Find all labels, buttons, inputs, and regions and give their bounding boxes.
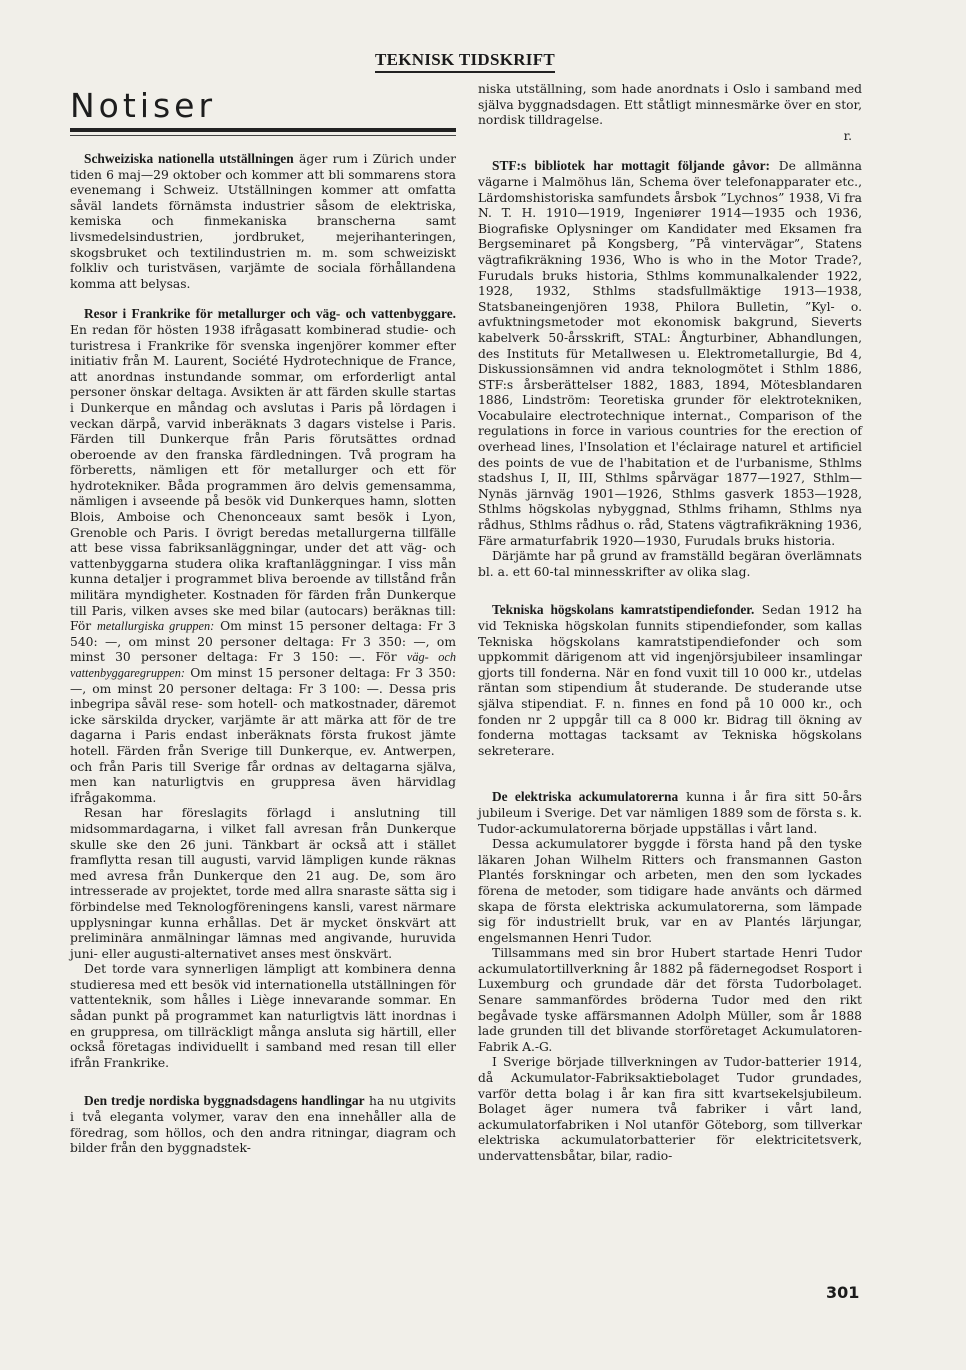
article-signature: r.	[843, 128, 852, 143]
article-paragraph: Därjämte har på grund av framställd begäran överlämnats bl. a. ett 60-tal minnesskrifter av olika slag.	[478, 549, 862, 579]
article-heading: Den tredje nordiska byggnadsdagens handlingar	[84, 1093, 365, 1109]
article-paragraph: Resan har föreslagits förlagd i anslutning till midsommardagarna, i vilket fall avresan från Dunkerque skulle ske den 26 juni. Tänkbart är också att i stället framflytta resan till augusti, varvid lämpligen kunde räknas med avresa från Dunkerque den 21 aug. De, som äro intresserade av projektet, torde med allra snaraste sätta sig i förbindelse med Teknologföreningens kansli, varest närmare upplysningar kunna erhållas. Det är mycket önskvärt att preliminära anmälningar lämnas med angivande, huruvida juni- eller augusti-alternativet anses mest önskvärt.	[70, 806, 456, 961]
left-column	[70, 151, 456, 1157]
article-text: niska utställning, som hade anordnats i Oslo i samband med själva byggnadsdagen. Ett ståtligt minnesmärke över en stor, nordisk tilldragelse.	[478, 82, 862, 128]
article-text: En redan för hösten 1938 ifrågasatt kombinerad studie- och turistresa i Frankrike för svenska ingenjörer kommer efter initiativ från M. Laurent, Société Hydrotechnique de France, att anordnas instundande sommar, om erforderligt antal personer önskar deltaga. Avsikten är att färden skulle startas i Dunkerque en måndag och avslutas i Paris på lördagen i veckan därpå, varvid inberäknats 3 dagars vistelse i Paris. Färden till Dunkerque från Paris förutsättes ordnad oberoende av den franska färdledningen. Två program ha förberetts, nämligen ett för metallurger och ett för hydrotekniker. Båda programmen äro delvis gemensamma, nämligen i avseende på besök vid Dunkerques hamn, slotten Blois, Amboise och Chenonceaux samt besök i Lyon, Grenoble och Paris. I övrigt beredas metallurgerna tillfälle att bese vissa fabriksanläggningar, under det att väg- och vattenbyggarna studera olika kraftanläggningar. I viss mån kunna detaljer i programmet bliva beroende av tillstånd från militära myndigheter. Kostnaden för färden från Dunkerque till Paris, vilken avses ske med bilar (autocars) beräknas till: För	[70, 322, 456, 634]
article-text: kunna i år fira sitt 50-års jubileum i Sverige. Det var nämligen 1889 som de första s. k. Tudor-ackumulatorerna började uppställas i vårt land.	[478, 790, 862, 836]
article-heading: STF:s bibliotek har mottagit följande gåvor:	[492, 158, 770, 174]
article-text: Sedan 1912 ha vid Tekniska högskolan funnits stipendiefonder, som kallas Tekniska högskolans kamratstipendiefonder och som uppkommit därigenom att vid ingenjörsjubileer insamlingar gjorts till fonderna. När en fond vuxit till 10 000 kr., utdelas räntan som stipendium åt studerande. De studerande utse själva stipendiat. F. n. finnes en fond på 10 000 kr., och fonden nr 2 uppgår till ca 8 000 kr. Bidrag till ökning av fonderna mottagas tacksamt av Tekniska högskolans sekreterare.	[478, 603, 862, 758]
article-nordic-building	[70, 1093, 456, 1156]
article-text: Om minst 15 personer deltaga: Fr 3 540: —, om minst 20 personer deltaga: Fr 3 350: —, om minst 30 personer deltaga: Fr 3 150: —. För	[70, 619, 456, 665]
section-thin-rule	[70, 135, 456, 136]
article-text: ha nu utgivits i två eleganta volymer, varav den ena innehåller alla de föredrag, som höllos, och den andra ritningar, diagram och bilder från den byggnadstek-	[70, 1094, 456, 1156]
section-heavy-rule	[70, 128, 456, 132]
article-text: De allmänna vägarne i Malmöhus län, Schema över telefonapparater etc., Lärdomshistoriska samfundets årsbok ”Lychnos” 1938, Vi fra N. T. H. 1910—1919, Ingeniører 1914—1935 och 1936, Biografiske Oplysninger om Kandidater med Eksamen fra Bergseminaret på Kongsberg, ”På vintervägar”, Statens vägtrafikräkning 1936, Who is who in the Motor Trade?, Furudals bruks historia, Sthlms kommunalkalender 1922, 1928, 1932, Sthlms stadsfullmäktige 1913—1938, Statsbaneingenjören 1938, Philora Bulletin, ”Kyl- o. avfuktningsmetoder mot ekonomisk bakgrund, Sieverts kabelverk 50-årsskrift, STAL: Ångturbiner, Abhandlungen, des Instituts für Metallwesen u. Elektrometallurgie, Bd 4, Diskussionsämnen vid andra teknologmötet i Sthlm 1886, STF:s årsberättelser 1882, 1883, 1894, Mötesblandaren 1886, Lindström: Teoretiska grunder för elektrotekniken, Vocabulaire electrotechnique internat., Comparison of the regulations in force in various countries for the erection of overhead lines, l'Insolation et l'éclairage naturel et artificiel des points de vue de l'habitation et de l'urbanisme, Sthlms stadshus I, II, III, Sthlms spårvägar 1877—1927, Sthlm—Nynäs järnväg 1901—1926, Sthlms gasverk 1853—1928, Sthlms högskolas nybyggnad, Sthlms frihamn, Sthlms nya rådhus, Sthlms rådhus o. råd, Statens vägtrafikräkning 1936, Färe armaturfabrik 1920—1930, Furudals bruks historia.	[478, 159, 862, 548]
article-text: Om minst 15 personer deltaga: Fr 3 350: —, om minst 20 personer deltaga: Fr 3 100: —. Dessa pris inbegripa såväl rese- som hotell- och matkostnader, däremot icke särskilda drycker, varjämte är att märka att för de tre dagarna i Paris endast inberäknats första frukost jämte hotell. Färden från Sverige till Dunkerque, ev. Antwerpen, och från Paris till Sverige får ordnas av deltagarna själva, men kan naturligtvis en gruppresa även härvidlag ifrågakomma.	[70, 666, 456, 805]
article-paragraph: Dessa ackumulatorer byggde i första hand på den tyske läkaren Johan Wilhelm Ritters och fransmannen Gaston Plantés forskningar och arbeten, men den som lyckades förena de metoder, som tidigare hade använts och därmed skapa de första elektriska ackumulatorerna, som lämpade sig för industriellt bruk, var en av Plantés lärjungar, engelsmannen Henri Tudor.	[478, 837, 862, 945]
article-paragraph: I Sverige började tillverkningen av Tudor-batterier 1914, då Ackumulator-Fabriksaktiebolaget Tudor grundades, varför detta bolag i år kan fira sitt kvartsekelsjubileum. Bolaget äger numera två fabriker i vårt land, ackumulatorfabriken i Nol utanför Göteborg, som tillverkar elektriska ackumulatorbatterier för elektricitetsverk, undervattensbåtar, bilar, radio-	[478, 1055, 862, 1163]
masthead-rule	[375, 71, 555, 73]
article-scholarship-funds	[478, 602, 862, 759]
article-paragraph: Det torde vara synnerligen lämpligt att kombinera denna studieresa med ett besök vid internationella utställningen för vattenteknik, som hålles i Liège innevarande sommar. En sådan punkt på programmet kan naturligtvis lätt inordnas i en gruppresa, om tillräckligt många ansluta sig härtill, eller också företagas individuellt i samband med resan till eller ifrån Frankrike.	[70, 962, 456, 1070]
article-heading: Resor i Frankrike för metallurger och väg- och vattenbyggare.	[84, 306, 456, 322]
article-heading: Tekniska högskolans kamratstipendiefonder.	[492, 602, 755, 618]
article-italic: väg- och vattenbyggaregruppen:	[70, 650, 456, 680]
article-continuation	[478, 82, 862, 129]
article-swiss-exhibition	[70, 151, 456, 292]
page-number: 301	[826, 1283, 860, 1302]
article-text: äger rum i Zürich under tiden 6 maj—29 oktober och kommer att bli sommarens stora evenemang i Schweiz. Utställningen kommer att omfatta såväl landets förnämsta industrier såsom de elektriska, kemiska och finmekaniska branscherna samt livsmedelsindustrien, jordbruket, mejerihanteringen, skogsbruket och textilindustrien m. m. som schweiziskt folkliv och turistväsen, varjämte de sociala förhållandena komma att belysas.	[70, 152, 456, 291]
article-stf-library	[478, 158, 862, 549]
journal-title: TEKNISK TIDSKRIFT	[375, 50, 556, 69]
article-italic: metallurgiska gruppen:	[97, 619, 215, 634]
right-column	[478, 82, 862, 1165]
article-france-travel	[70, 306, 456, 806]
journal-masthead	[375, 50, 575, 72]
article-heading: De elektriska ackumulatorerna	[492, 789, 679, 805]
article-heading: Schweiziska nationella utställningen	[84, 151, 294, 166]
section-title: Notiser	[70, 86, 217, 125]
article-paragraph: Tillsammans med sin bror Hubert startade Henri Tudor ackumulatortillverkning år 1882 på fädernegodset Rosport i Luxemburg och grundade där det första Tudorbolaget. Senare sammanfördes bröderna Tudor med den rikt begåvade tyske affärsmannen Adolph Müller, som år 1888 lade grunden till det blivande storföretaget Ackumulatoren-Fabrik A.-G.	[478, 946, 862, 1054]
article-accumulators	[478, 789, 862, 837]
